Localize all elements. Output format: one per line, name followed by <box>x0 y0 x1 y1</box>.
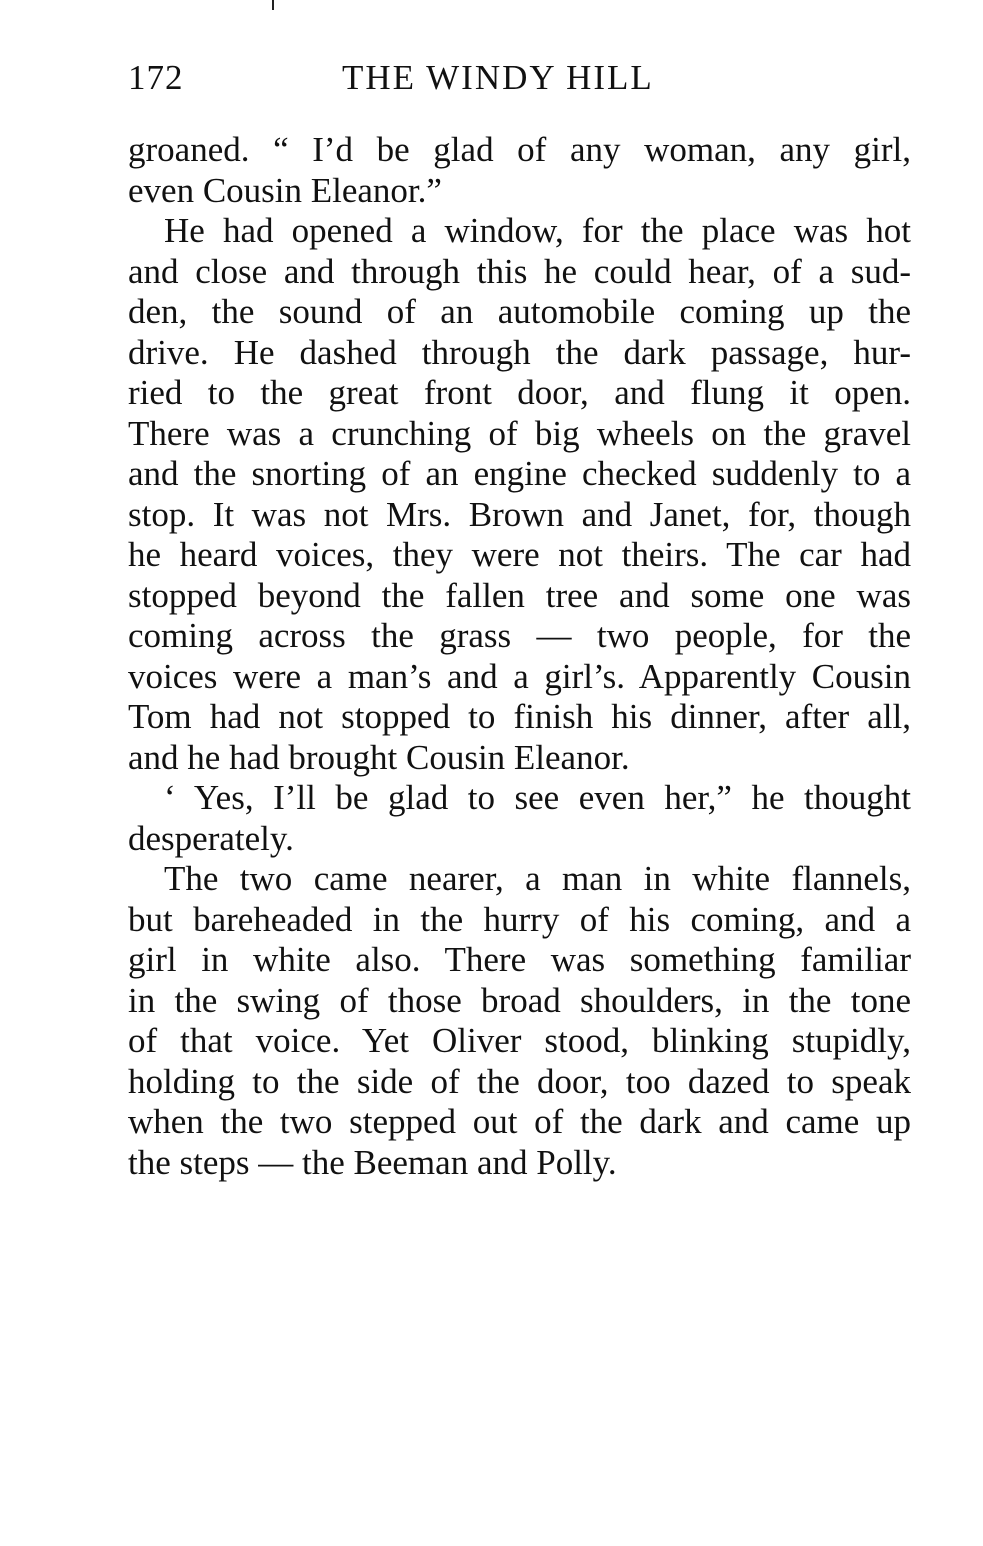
text-line: stopped beyond the fallen tree and some one was <box>128 575 911 615</box>
text-line: when the two stepped out of the dark and came up <box>128 1102 911 1141</box>
paragraph-4 <box>128 859 911 1183</box>
text-line: holding to the side of the door, too dazed to speak <box>128 1061 911 1101</box>
text-line: ‘ Yes, I’ll be glad to see even her,” he thought <box>164 778 911 817</box>
text-line: in the swing of those broad shoulders, in the tone <box>128 980 911 1020</box>
text-line: groaned. “ I’d be glad of any woman, any girl, <box>128 130 911 169</box>
running-title: THE WINDY HILL <box>342 58 654 97</box>
text-line: and the snorting of an engine checked suddenly to a <box>128 454 911 493</box>
text-line: voices were a man’s and a girl’s. Apparently Cousin <box>128 656 911 696</box>
text-line: but bareheaded in the hurry of his coming, and a <box>128 899 911 939</box>
text-line: and he had brought Cousin Eleanor. <box>128 737 630 777</box>
text-line: the steps — the Beeman and Polly. <box>128 1142 617 1182</box>
printing-mark <box>272 0 274 10</box>
text-line: den, the sound of an automobile coming up the <box>128 292 911 331</box>
text-line: The two came nearer, a man in white flannels, <box>164 859 911 898</box>
text-line: he heard voices, they were not theirs. The car had <box>128 535 911 574</box>
page-number: 172 <box>128 58 184 97</box>
paragraph-1 <box>128 130 911 211</box>
text-line: coming across the grass — two people, for the <box>128 616 911 655</box>
text-line: He had opened a window, for the place was hot <box>164 211 911 250</box>
text-line: ried to the great front door, and flung it open. <box>128 373 911 412</box>
text-line: and close and through this he could hear, of a sud- <box>128 251 911 291</box>
text-line: drive. He dashed through the dark passage, hur- <box>128 332 911 372</box>
text-line: Tom had not stopped to finish his dinner, after all, <box>128 697 911 736</box>
text-line: of that voice. Yet Oliver stood, blinking stupidly, <box>128 1021 911 1060</box>
text-line: stop. It was not Mrs. Brown and Janet, for, though <box>128 494 911 534</box>
paragraph-2 <box>128 211 911 778</box>
text-line: There was a crunching of big wheels on the gravel <box>128 413 911 453</box>
page-header <box>128 56 911 100</box>
text-line: even Cousin Eleanor.” <box>128 170 442 210</box>
body-text <box>128 130 911 1183</box>
paragraph-3 <box>128 778 911 859</box>
text-line: desperately. <box>128 818 294 858</box>
text-line: girl in white also. There was something familiar <box>128 940 911 979</box>
